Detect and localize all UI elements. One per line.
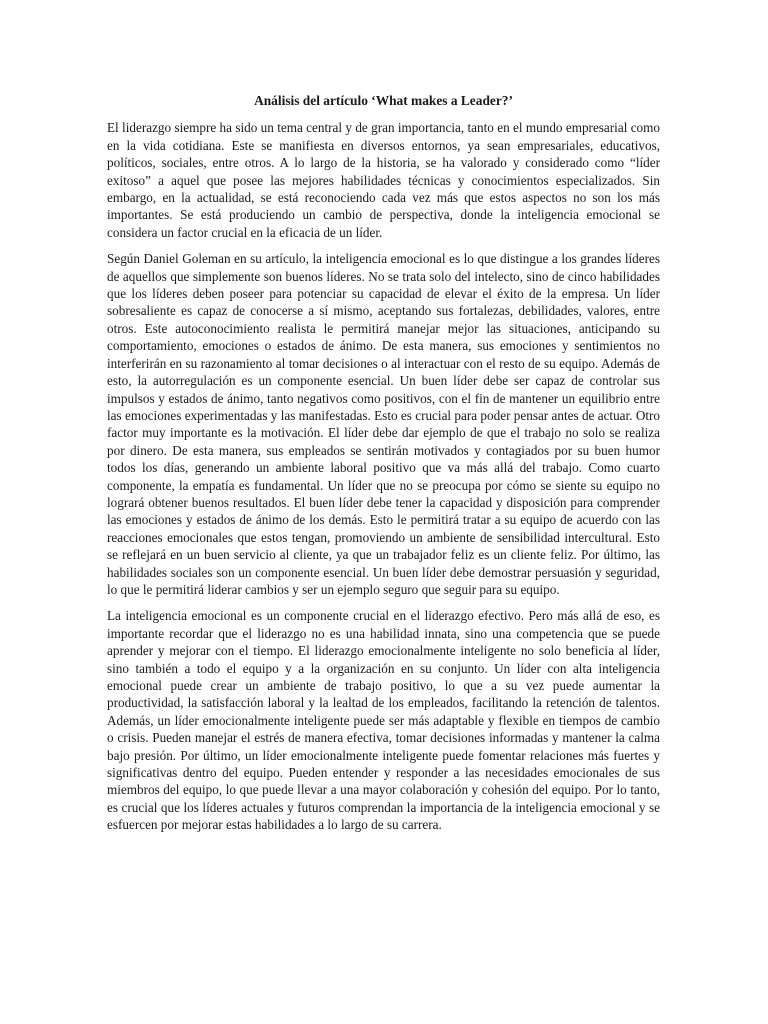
paragraph-conclusion: La inteligencia emocional es un componente crucial en el liderazgo efectivo. Pero más allá de eso, es importante recordar que el liderazgo no es una habilidad innata, sino una competencia que se puede aprender y mejorar con el tiempo. El liderazgo emocionalmente inteligente no solo beneficia al líder, sino también a todo el equipo y a la organización en su conjunto. Un líder con alta inteligencia emocional puede crear un ambiente de trabajo positivo, lo que a su vez puede aumentar la productividad, la satisfacción laboral y la lealtad de los empleados, facilitando la retención de talentos. Además, un líder emocionalmente inteligente puede ser más adaptable y flexible en tiempos de cambio o crisis. Pueden manejar el estrés de manera efectiva, tomar decisiones informadas y mantener la calma bajo presión. Por último, un líder emocionalmente inteligente puede fomentar relaciones más fuertes y significativas dentro del equipo. Pueden entender y responder a las necesidades emocionales de sus miembros del equipo, lo que puede llevar a una mayor colaboración y cohesión del equipo. Por lo tanto, es crucial que los líderes actuales y futuros comprendan la importancia de la inteligencia emocional y se esfuercen por mejorar estas habilidades a lo largo de su carrera. xyxy=(107,608,660,833)
document-title: Análisis del artículo ‘What makes a Leader?’ xyxy=(254,93,513,108)
paragraph-introduction: El liderazgo siempre ha sido un tema central y de gran importancia, tanto en el mundo empresarial como en la vida cotidiana. Este se manifiesta en diversos entornos, ya sean empresariales, educativos, políticos, sociales, entre otros. A lo largo de la historia, se ha valorado y considerado como “líder exitoso” a aquel que posee las mejores habilidades técnicas y conocimientos especializados. Sin embargo, en la actualidad, se está reconociendo cada vez más que estos aspectos no son los más importantes. Se está produciendo un cambio de perspectiva, donde la inteligencia emocional se considera un factor crucial en la eficacia de un líder. xyxy=(107,120,660,240)
document-body xyxy=(107,92,660,843)
paragraph-goleman-components: Según Daniel Goleman en su artículo, la inteligencia emocional es lo que distingue a los grandes líderes de aquellos que simplemente son buenos líderes. No se trata solo del intelecto, sino de cinco habilidades que los líderes deben poseer para potenciar su capacidad de elevar el éxito de la empresa. Un líder sobresaliente es capaz de conocerse a sí mismo, aceptando sus fortalezas, debilidades, valores, entre otros. Este autoconocimiento realista le permitirá manejar mejor las situaciones, anticipando su comportamiento, emociones o estados de ánimo. De esta manera, sus emociones y sentimientos no interferirán en su razonamiento al tomar decisiones o al interactuar con el resto de su equipo. Además de esto, la autorregulación es un componente esencial. Un buen líder debe ser capaz de controlar sus impulsos y estados de ánimo, tanto negativos como positivos, con el fin de mantener un equilibrio entre las emociones experimentadas y las manifestadas. Esto es crucial para poder pensar antes de actuar. Otro factor muy importante es la motivación. El líder debe dar ejemplo de que el trabajo no solo se realiza por dinero. De esta manera, sus empleados se sentirán motivados y contagiados por su buen humor todos los días, generando un ambiente laboral positivo que va más allá del trabajo. Como cuarto componente, la empatía es fundamental. Un líder que no se preocupa por cómo se siente su equipo no logrará obtener buenos resultados. El buen líder debe tener la capacidad y disposición para comprender las emociones y estados de ánimo de los demás. Esto le permitirá tratar a su equipo de acuerdo con las reacciones emocionales que estos tengan, promoviendo un ambiente de sensibilidad intercultural. Esto se reflejará en un buen servicio al cliente, ya que un trabajador feliz es un cliente feliz. Por último, las habilidades sociales son un componente esencial. Un buen líder debe demostrar persuasión y seguridad, lo que le permitirá liderar cambios y ser un ejemplo seguro que seguir para su equipo. xyxy=(107,251,660,597)
